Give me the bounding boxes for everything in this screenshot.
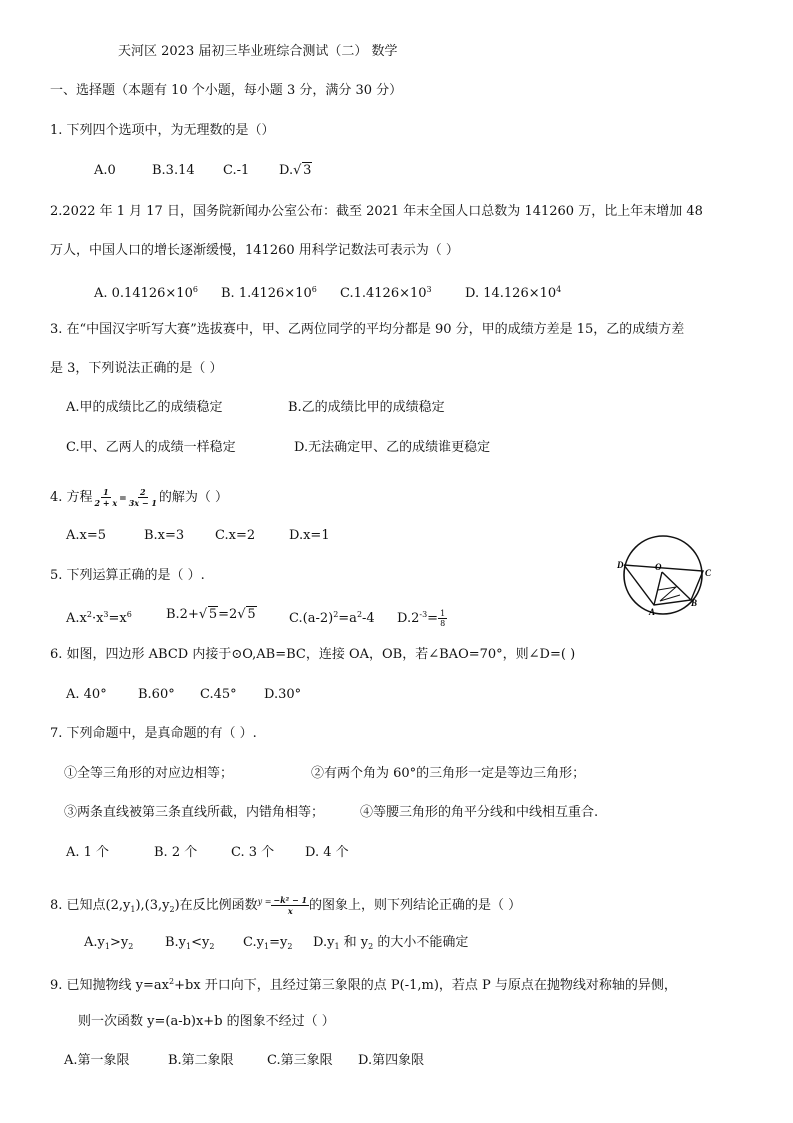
q9-option-a: A.第一象限 (64, 1053, 130, 1068)
q2-option-c: $C.1.4126\times 10^3$ (340, 285, 432, 301)
q3-line2: 是 3，下列说法正确的是（ ） (50, 361, 223, 376)
q5-option-c: $C.(a-2)^2=a^2-4$ (289, 610, 375, 626)
label-c: C (705, 568, 712, 578)
q3-line1: 3. 在“中国汉字听写大赛”选拔赛中，甲、乙两位同学的平均分都是 90 分，甲的成绩方差是 15，乙的成绩方差 (50, 322, 685, 337)
q8-option-a: $A.y_1>y_2$ (84, 935, 134, 951)
q3-option-b: B.乙的成绩比甲的成绩稳定 (288, 400, 445, 415)
q9-option-b: B.第二象限 (168, 1053, 234, 1068)
q2-option-d: D. $14.126\times 10^4$ (465, 285, 562, 301)
q3-option-c: C.甲、乙两人的成绩一样稳定 (66, 440, 236, 455)
inverse-function-fraction: $\frac{\text{−k² − 1}}{x}$ (273, 895, 308, 916)
q9-option-d: D.第四象限 (358, 1053, 425, 1068)
label-o: O (655, 562, 662, 572)
label-d: D (617, 560, 624, 570)
q4-stem: 4. 方程 $\frac{1}{2 + x}$ = $\frac{2}{3x - 1}$ 的解为（ ） (50, 487, 229, 508)
q4-option-b: B.x=3 (144, 528, 185, 543)
q2-option-b: B. $1.4126\times 10^6$ (221, 285, 317, 301)
q9-option-c: C.第三象限 (267, 1053, 333, 1068)
q7-statement-3: ③两条直线被第三条直线所截，内错角相等； (64, 805, 325, 820)
q1-option-c: C.-1 (223, 163, 250, 178)
q6-stem: 6. 如图，四边形 ABCD 内接于⊙O,AB=BC，连接 OA，OB，若∠BAO=70°，则∠D=( ) (50, 647, 576, 662)
q5-option-a: $A.x^2\cdot x^3=x^6$ (66, 610, 132, 626)
q4-option-c: C.x=2 (215, 528, 256, 543)
q7-statement-2: ②有两个角为 60°的三角形一定是等边三角形； (311, 766, 586, 781)
q4-option-d: D.x=1 (289, 528, 330, 543)
q3-option-d: D.无法确定甲、乙的成绩谁更稳定 (294, 440, 491, 455)
q5-stem: 5. 下列运算正确的是（ ）. (50, 568, 205, 583)
q5-option-b: B.2+ √ 5=2 √ 5 (166, 607, 256, 622)
q6-option-b: B.60° (138, 687, 175, 702)
q9-line1: 9. 已知抛物线 $y=ax^2+bx$ 开口向下，且经过第三象限的点 P(-1,m)，若点 P 与原点在抛物线对称轴的异侧， (50, 977, 677, 993)
label-a: A (649, 607, 656, 617)
fraction-1: $\frac{1}{2 + x}$ (94, 487, 118, 508)
q6-option-a: A. 40° (66, 687, 107, 702)
q1-option-d: D. √ 3 (279, 163, 312, 178)
section-heading: 一、选择题（本题有 10 个小题，每小题 3 分，满分 30 分） (50, 83, 403, 98)
q6-option-d: D.30° (264, 687, 302, 702)
q7-option-b: B. 2 个 (154, 845, 198, 860)
q2-line2: 万人，中国人口的增长逐渐缓慢，141260 用科学记数法可表示为（ ） (50, 243, 459, 258)
q5-option-d: $D.2^{-3}=$ $\frac{1}{8}$ (397, 609, 446, 628)
sqrt-symbol: √ 3 (293, 163, 312, 178)
q8-option-c: $C.y_1=y_2$ (243, 935, 293, 951)
exam-title: 天河区 2023 届初三毕业班综合测试（二） 数学 (118, 44, 398, 59)
q4-option-a: A.x=5 (66, 528, 107, 543)
circle-quadrilateral-figure (612, 535, 718, 627)
q7-statement-4: ④等腰三角形的角平分线和中线相互重合. (360, 805, 599, 820)
q2-line1: 2.2022 年 1 月 17 日，国务院新闻办公室公布：截至 2021 年末全国人口总数为 141260 万，比上年末增加 48 (50, 204, 703, 219)
q1-option-b: B.3.14 (152, 163, 195, 178)
q3-option-a: A.甲的成绩比乙的成绩稳定 (66, 400, 223, 415)
q7-stem: 7. 下列命题中，是真命题的有（ ）. (50, 726, 257, 741)
q7-option-c: C. 3 个 (231, 845, 275, 860)
q8-stem: 8. 已知点$(2,y_1),(3,y_2)$在反比例函数$^{y =}$ $\frac{\text{−k² − 1}}{x}$ 的图象上，则下列结论正确的是（ ） (50, 895, 522, 916)
q1-stem: 1. 下列四个选项中，为无理数的是（） (50, 123, 275, 138)
label-b: B (691, 598, 698, 608)
q8-option-d: $D.y_1$ 和 $y_2$ 的大小不能确定 (313, 935, 469, 951)
q7-option-d: D. 4 个 (305, 845, 349, 860)
q9-line2: 则一次函数 y=(a-b)x+b 的图象不经过（ ） (78, 1014, 335, 1029)
q1-option-a: A.0 (94, 163, 116, 178)
q7-option-a: A. 1 个 (66, 845, 110, 860)
fraction-2: $\frac{2}{3x - 1}$ (128, 487, 157, 508)
q7-statement-1: ①全等三角形的对应边相等； (64, 766, 234, 781)
q8-option-b: $B.y_1<y_2$ (165, 935, 215, 951)
q6-option-c: C.45° (200, 687, 237, 702)
q2-option-a: A. $0.14126\times 10^6$ (94, 285, 198, 301)
